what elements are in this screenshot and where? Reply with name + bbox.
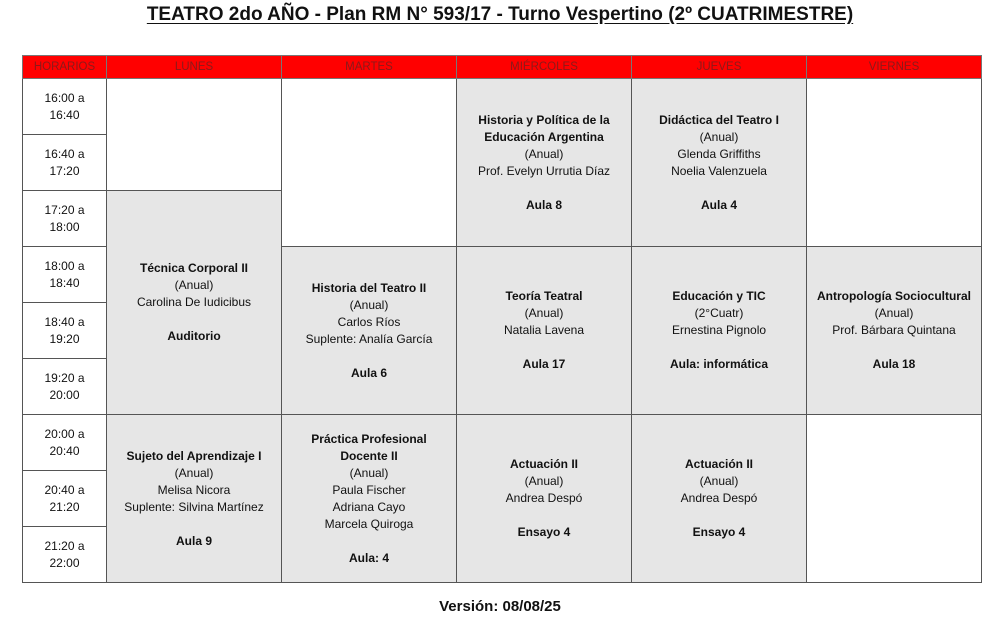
class-detail: Noelia Valenzuela xyxy=(671,163,767,178)
empty-cell xyxy=(107,79,282,191)
time-slot xyxy=(23,247,107,303)
class-detail: Marcela Quiroga xyxy=(324,516,414,531)
subject-name: Actuación II xyxy=(684,457,753,471)
time-label: 20:40 xyxy=(49,443,80,458)
class-detail: (Anual) xyxy=(524,146,564,161)
class-cell xyxy=(632,415,807,583)
time-label: 18:40 a xyxy=(44,314,85,329)
class-detail: Prof. Bárbara Quintana xyxy=(832,323,956,337)
class-detail: Prof. Evelyn Urrutia Díaz xyxy=(477,163,611,178)
classroom-label: Auditorio xyxy=(167,329,221,343)
subject-name: Técnica Corporal II xyxy=(139,261,249,275)
header-miercoles: MIÉRCOLES xyxy=(457,56,632,79)
time-label: 17:20 a xyxy=(44,202,85,217)
time-label: 20:00 xyxy=(49,387,80,402)
empty-cell xyxy=(282,79,457,247)
header-horarios: HORARIOS xyxy=(23,56,107,79)
class-detail: (Anual) xyxy=(699,129,739,144)
class-detail: Carolina De Iudicibus xyxy=(136,295,252,309)
empty-cell xyxy=(807,415,982,583)
time-label: 19:20 a xyxy=(44,370,85,385)
class-detail: (Anual) xyxy=(874,306,914,320)
class-detail: (Anual) xyxy=(524,306,564,320)
class-detail: (Anual) xyxy=(699,474,739,488)
classroom-label: Ensayo 4 xyxy=(517,525,571,539)
subject-name: Práctica Profesional xyxy=(311,431,427,446)
time-label: 18:00 a xyxy=(44,258,85,273)
time-label: 17:20 xyxy=(49,163,80,178)
time-slot xyxy=(23,135,107,191)
time-label: 21:20 xyxy=(49,499,80,514)
header-jueves: JUEVES xyxy=(632,56,807,79)
time-slot xyxy=(23,191,107,247)
classroom-label: Aula 8 xyxy=(525,197,562,212)
class-detail: Natalia Lavena xyxy=(503,323,585,337)
class-detail: Paula Fischer xyxy=(332,482,406,497)
class-cell xyxy=(457,79,632,247)
class-detail: Andrea Despó xyxy=(680,491,758,505)
time-label: 20:40 a xyxy=(44,482,85,497)
class-detail: (Anual) xyxy=(349,297,389,312)
time-slot xyxy=(23,527,107,583)
classroom-label: Aula 18 xyxy=(872,357,916,371)
subject-name: Historia y Política de la xyxy=(478,112,610,127)
header-row xyxy=(23,56,982,79)
subject-name: Docente II xyxy=(340,448,398,463)
class-detail: (2°Cuatr) xyxy=(694,306,744,320)
subject-name: Educación Argentina xyxy=(484,129,604,144)
time-label: 22:00 xyxy=(49,555,80,570)
schedule-table xyxy=(22,55,982,583)
class-cell xyxy=(282,415,457,583)
time-label: 18:40 xyxy=(49,275,80,290)
empty-cell xyxy=(807,79,982,247)
class-cell xyxy=(282,247,457,415)
class-detail: (Anual) xyxy=(349,465,389,480)
class-cell xyxy=(632,247,807,415)
class-detail: Suplente: Analía García xyxy=(305,331,433,346)
time-slot xyxy=(23,79,107,135)
header-viernes: VIERNES xyxy=(807,56,982,79)
page-title: TEATRO 2do AÑO - Plan RM N° 593/17 - Turno Vespertino (2º CUATRIMESTRE) xyxy=(146,4,854,25)
class-detail: (Anual) xyxy=(524,474,564,488)
class-cell xyxy=(807,247,982,415)
time-label: 19:20 xyxy=(49,331,80,346)
class-detail: Ernestina Pignolo xyxy=(671,323,767,337)
class-cell xyxy=(632,79,807,247)
time-label: 18:00 xyxy=(49,219,80,234)
time-slot xyxy=(23,415,107,471)
class-detail: (Anual) xyxy=(174,278,214,292)
class-detail: Adriana Cayo xyxy=(332,499,406,514)
time-slot xyxy=(23,471,107,527)
classroom-label: Ensayo 4 xyxy=(692,525,746,539)
class-cell xyxy=(107,415,282,583)
class-detail: Andrea Despó xyxy=(505,491,583,505)
time-label: 16:40 xyxy=(49,107,80,122)
class-cell xyxy=(457,415,632,583)
class-detail: (Anual) xyxy=(174,465,214,480)
class-cell xyxy=(457,247,632,415)
header-martes: MARTES xyxy=(282,56,457,79)
time-label: 16:00 a xyxy=(44,90,85,105)
classroom-label: Aula 4 xyxy=(700,197,737,212)
class-detail: Suplente: Silvina Martínez xyxy=(124,499,264,514)
classroom-label: Aula 9 xyxy=(175,533,212,548)
classroom-label: Aula 17 xyxy=(522,357,566,371)
subject-name: Historia del Teatro II xyxy=(311,280,427,295)
subject-name: Teoría Teatral xyxy=(505,289,583,303)
classroom-label: Aula 6 xyxy=(350,365,387,380)
subject-name: Sujeto del Aprendizaje I xyxy=(126,448,262,463)
header-lunes: LUNES xyxy=(107,56,282,79)
time-label: 16:40 a xyxy=(44,146,85,161)
subject-name: Antropología Sociocultural xyxy=(816,289,971,303)
time-slot xyxy=(23,359,107,415)
subject-name: Educación y TIC xyxy=(672,289,766,303)
table-row xyxy=(23,79,982,135)
time-label: 20:00 a xyxy=(44,426,85,441)
subject-name: Didáctica del Teatro I xyxy=(659,112,779,127)
version-label: Versión: 08/08/25 xyxy=(439,598,561,615)
class-detail: Carlos Ríos xyxy=(337,314,401,329)
classroom-label: Aula: informática xyxy=(669,357,768,371)
class-detail: Melisa Nicora xyxy=(157,482,231,497)
classroom-label: Aula: 4 xyxy=(348,550,389,565)
subject-name: Actuación II xyxy=(509,457,578,471)
class-cell xyxy=(107,191,282,415)
class-detail: Glenda Griffiths xyxy=(677,146,761,161)
time-label: 21:20 a xyxy=(44,538,85,553)
time-slot xyxy=(23,303,107,359)
table-row xyxy=(23,415,982,471)
